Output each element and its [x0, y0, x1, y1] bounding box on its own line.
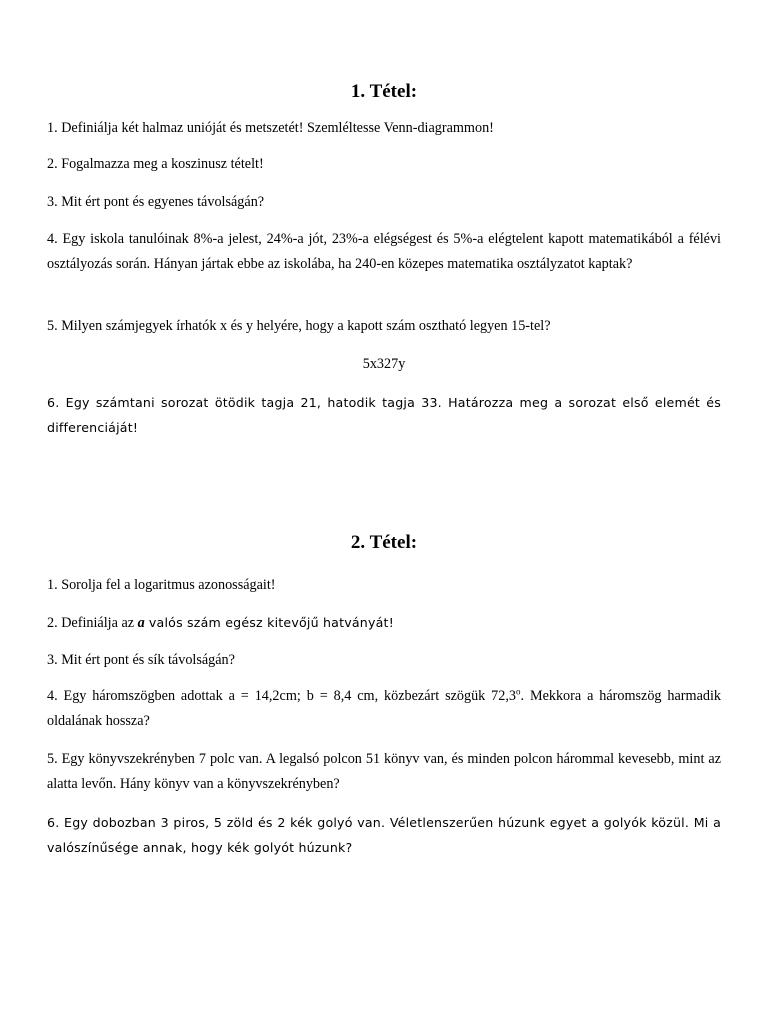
section-2-question-2-before: 2. Definiálja az — [47, 615, 138, 631]
section-1-question-5: 5. Milyen számjegyek írhatók x és y helyére, hogy a kapott szám osztható legyen 15-tel? — [47, 318, 551, 334]
section-1-title: 1. Tétel: — [350, 81, 418, 102]
section-1-question-5-number: 5x327y — [362, 356, 406, 372]
section-2-question-2-after: valós szám egész kitevőjű hatványát! — [144, 615, 394, 630]
section-1-question-6: 6. Egy számtani sorozat ötödik tagja 21, hatodik tagja 33. Határozza meg a sorozat első elemét és differenciáját! — [47, 395, 721, 435]
section-2-question-4-tail: . Mekkora a háromszög harmadik oldalának hossza? — [47, 688, 721, 729]
section-1-question-2: 2. Fogalmazza meg a koszinusz tételt! — [47, 156, 264, 172]
section-2-question-5: 5. Egy könyvszekrényben 7 polc van. A legalsó polcon 51 könyv van, és minden polcon hárommal kevesebb, mint az alatta levőn. Hány könyv van a könyvszekrényben? — [47, 751, 721, 792]
section-2-question-4-main: 4. Egy háromszögben adottak a = 14,2cm; b = 8,4 cm, közbezárt szögük 72,3 — [47, 688, 516, 704]
section-2-question-4-degree: o — [516, 686, 521, 697]
section-1-question-1: 1. Definiálja két halmaz unióját és metszetét! Szemléltesse Venn-diagrammon! — [47, 120, 494, 136]
section-2-title: 2. Tétel: — [350, 532, 418, 553]
section-2-question-2-variable: a — [137, 615, 145, 631]
section-2-question-1: 1. Sorolja fel a logaritmus azonosságait! — [47, 577, 276, 593]
section-2-question-2 — [47, 610, 721, 636]
section-1-question-4: 4. Egy iskola tanulóinak 8%-a jelest, 24%-a jót, 23%-a elégségest és 5%-a elégtelent kapott matematikából a félévi osztályozás során. Hányan jártak ebbe az iskolába, ha 240-en közepes matematika osztályzatot kaptak? — [47, 231, 721, 272]
section-2-question-3: 3. Mit ért pont és sík távolságán? — [47, 652, 235, 668]
section-2-question-4 — [47, 684, 721, 734]
section-2-question-6: 6. Egy dobozban 3 piros, 5 zöld és 2 kék golyó van. Véletlenszerűen húzunk egyet a golyók közül. Mi a valószínűsége annak, hogy kék golyót húzunk? — [47, 815, 721, 855]
section-1-question-3: 3. Mit ért pont és egyenes távolságán? — [47, 194, 265, 210]
